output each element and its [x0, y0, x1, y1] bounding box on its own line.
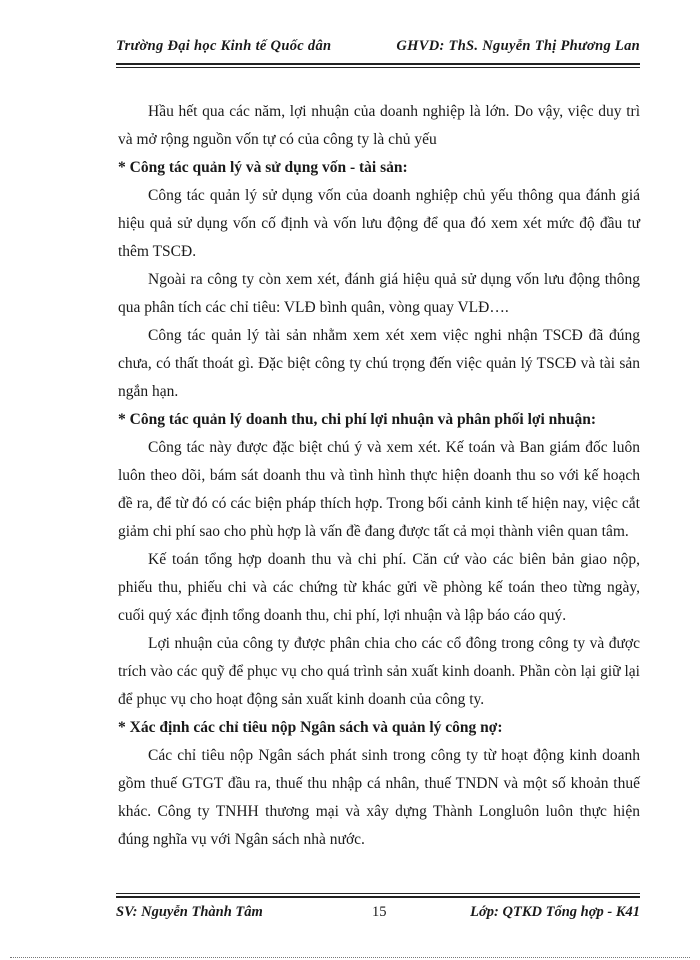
paragraph-profit-summary: Hầu hết qua các năm, lợi nhuận của doanh nghiệp là lớn. Do vậy, việc duy trì và mở rộng nguồn vốn tự có của công ty là chủ yếu — [118, 103, 640, 148]
heading-budget-debt: * Xác định các chỉ tiêu nộp Ngân sách và quản lý công nợ: — [118, 719, 503, 736]
header-supervisor: GHVD: ThS. Nguyễn Thị Phương Lan — [396, 38, 640, 54]
paragraph-accounting-summary: Kế toán tổng hợp doanh thu và chi phí. Căn cứ vào các biên bản giao nộp, phiếu thu, phiếu chi và các chứng từ khác gửi về phòng kế toán theo từng ngày, cuối quý xác định tổng doanh thu, chi phí, lợi nhuận và lập báo cáo quý. — [118, 551, 640, 624]
page-number: 15 — [372, 904, 387, 920]
paragraph-profit-distribution: Lợi nhuận của công ty được phân chia cho các cổ đông trong công ty và được trích vào các quỹ để phục vụ cho quá trình sản xuất kinh doanh. Phần còn lại giữ lại để phục vụ cho hoạt động sản xuất kinh doanh của công ty. — [118, 635, 640, 708]
page-header — [116, 38, 640, 55]
paragraph-asset-management: Công tác quản lý tài sản nhằm xem xét xem việc nghi nhận TSCĐ đã đúng chưa, có thất thoát gì. Đặc biệt công ty chú trọng đến việc quản lý TSCĐ và tài sản ngắn hạn. — [118, 327, 640, 400]
paragraph-working-capital: Ngoài ra công ty còn xem xét, đánh giá hiệu quả sử dụng vốn lưu động thông qua phân tích các chỉ tiêu: VLĐ bình quân, vòng quay VLĐ…. — [118, 271, 640, 316]
footer-student: SV: Nguyễn Thành Tâm — [116, 904, 263, 920]
heading-capital-asset-management: * Công tác quản lý và sử dụng vốn - tài sản: — [118, 159, 408, 176]
footer-class: Lớp: QTKD Tổng hợp - K41 — [470, 904, 640, 920]
header-university: Trường Đại học Kinh tế Quốc dân — [116, 38, 332, 54]
footer-rule-thick — [116, 896, 640, 898]
paragraph-revenue-monitoring: Công tác này được đặc biệt chú ý và xem xét. Kế toán và Ban giám đốc luôn luôn theo dõi, bám sát doanh thu và tình hình thực hiện doanh thu so với kế hoạch đề ra, để từ đó có các biện pháp thích hợp. Trong bối cảnh kinh tế hiện nay, việc cắt giảm chi phí sao cho phù hợp là vấn đề đang được tất cả mọi thành viên quan tâm. — [118, 439, 640, 540]
document-body — [118, 98, 640, 854]
header-rule-thin — [116, 67, 640, 68]
footer-rule-thin — [116, 893, 640, 894]
paragraph-tax-obligations: Các chỉ tiêu nộp Ngân sách phát sinh trong công ty từ hoạt động kinh doanh gồm thuế GTGT đầu ra, thuế thu nhập cá nhân, thuế TNDN và một số khoản thuế khác. Công ty TNHH thương mại và xây dựng Thành Longluôn luôn thực hiện đúng nghĩa vụ với Ngân sách nhà nước. — [118, 747, 640, 848]
header-rule-thick — [116, 63, 640, 65]
page-bottom-dotted-line — [10, 957, 690, 958]
heading-revenue-cost-profit: * Công tác quản lý doanh thu, chi phí lợi nhuận và phân phối lợi nhuận: — [118, 411, 597, 428]
paragraph-capital-usage: Công tác quản lý sử dụng vốn của doanh nghiệp chủ yếu thông qua đánh giá hiệu quả sử dụng vốn cố định và vốn lưu động để qua đó xem xét mức độ đầu tư thêm TSCĐ. — [118, 187, 640, 260]
